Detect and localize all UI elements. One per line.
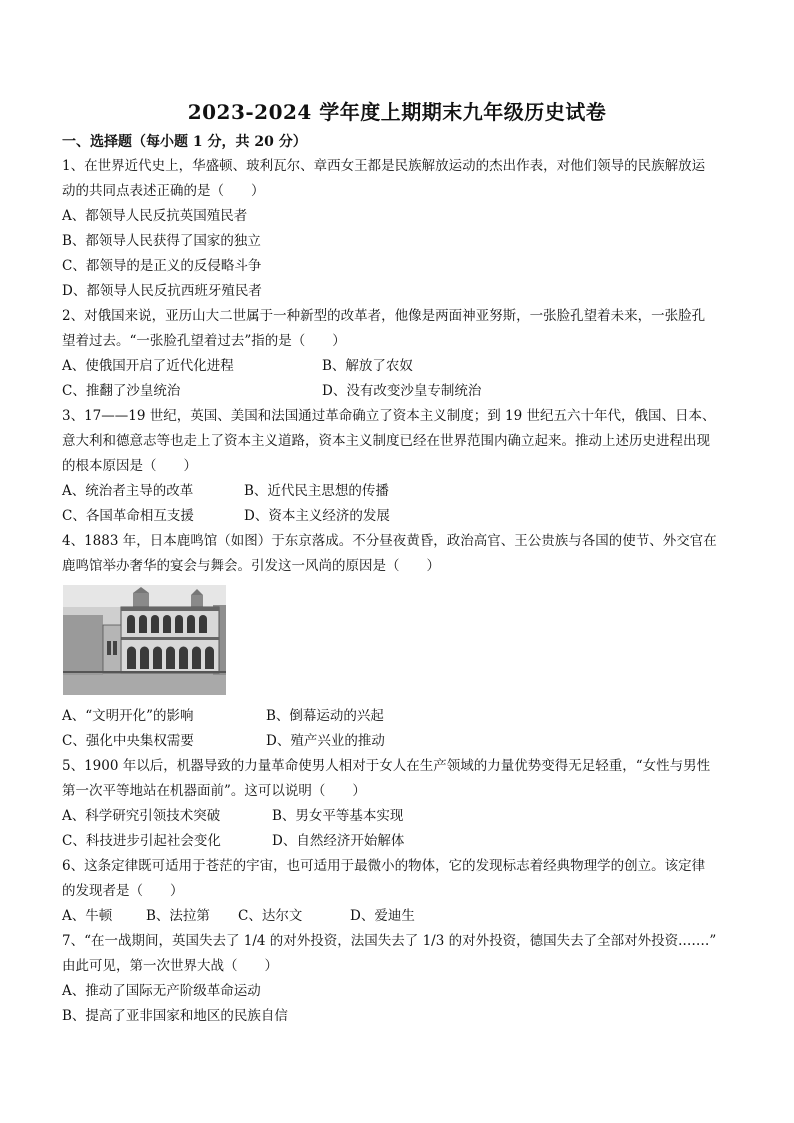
- question-6-option-c: C、达尔文: [238, 908, 303, 924]
- question-3-text: 3、17——19 世纪，英国、美国和法国通过革命确立了资本主义制度；到 19 世纪五六十年代，俄国、日本、: [62, 408, 716, 424]
- question-6-option-b: B、法拉第: [146, 908, 210, 924]
- question-5-option-b: B、男女平等基本实现: [272, 808, 404, 824]
- question-3-text: 的根本原因是（ ）: [62, 458, 197, 474]
- question-5-option-a: A、科学研究引领技术突破: [62, 808, 221, 824]
- question-5-text: 5、1900 年以后，机器导致的力量革命使男人相对于女人在生产领域的力量优势变得无足轻重，“女性与男性: [62, 758, 711, 774]
- question-4-option-c: C、强化中央集权需要: [62, 733, 194, 749]
- question-2-option-c: C、推翻了沙皇统治: [62, 383, 181, 399]
- question-5-text: 第一次平等地站在机器面前”。这可以说明（ ）: [62, 783, 366, 799]
- question-1-text: 1、在世界近代史上，华盛顿、玻利瓦尔、章西女王都是民族解放运动的杰出作表，对他们领导的民族解放运: [62, 158, 706, 174]
- question-3-text: 意大利和德意志等也走上了资本主义道路，资本主义制度已经在世界范围内确立起来。推动上述历史进程出现: [62, 433, 710, 449]
- question-2-text: 望着过去。“一张脸孔望着过去”指的是（ ）: [62, 333, 346, 349]
- question-7-option-b: B、提高了亚非国家和地区的民族自信: [62, 1008, 288, 1024]
- question-1-option-b: B、都领导人民获得了国家的独立: [62, 233, 261, 249]
- question-4-option-a: A、“文明开化”的影响: [62, 708, 194, 724]
- question-1-option-c: C、都领导的是正义的反侵略斗争: [62, 258, 262, 274]
- question-3-option-b: B、近代民主思想的传播: [244, 483, 389, 499]
- question-4-text: 4、1883 年，日本鹿鸣馆（如图）于东京落成。不分昼夜黄昏，政治高官、王公贵族与各国的使节、外交官在: [62, 533, 717, 549]
- question-3-option-c: C、各国革命相互支援: [62, 508, 194, 524]
- question-2-option-b: B、解放了农奴: [322, 358, 413, 374]
- question-3-option-d: D、资本主义经济的发展: [244, 508, 390, 524]
- question-7-text: 由此可见，第一次世界大战（ ）: [62, 958, 278, 974]
- question-1-text: 动的共同点表述正确的是（ ）: [62, 183, 265, 199]
- question-2-option-a: A、使俄国开启了近代化进程: [62, 358, 234, 374]
- question-6-option-d: D、爱迪生: [350, 908, 415, 924]
- question-7-option-a: A、推动了国际无产阶级革命运动: [62, 983, 261, 999]
- question-1-option-d: D、都领导人民反抗西班牙殖民者: [62, 283, 262, 299]
- question-5-option-d: D、自然经济开始解体: [272, 833, 405, 849]
- question-4-option-d: D、殖产兴业的推动: [266, 733, 385, 749]
- page-title: 2023-2024 学年度上期期末九年级历史试卷: [187, 100, 607, 124]
- question-7-text: 7、“在一战期间，英国失去了 1/4 的对外投资，法国失去了 1/3 的对外投资，德国失去了全部对外投资.……”: [62, 933, 717, 949]
- rokumeikan-building-photo: [63, 585, 226, 695]
- question-2-text: 2、对俄国来说，亚历山大二世属于一种新型的改革者，他像是两面神亚努斯，一张脸孔望着未来，一张脸孔: [62, 308, 706, 324]
- question-6-option-a: A、牛顿: [62, 908, 113, 924]
- question-1-option-a: A、都领导人民反抗英国殖民者: [62, 208, 248, 224]
- question-5-option-c: C、科技进步引起社会变化: [62, 833, 221, 849]
- question-6-text: 的发现者是（ ）: [62, 883, 184, 899]
- question-4-text: 鹿鸣馆举办奢华的宴会与舞会。引发这一风尚的原因是（ ）: [62, 558, 440, 574]
- section-heading: 一、选择题（每小题 1 分，共 20 分）: [62, 134, 307, 150]
- question-2-option-d: D、没有改变沙皇专制统治: [322, 383, 482, 399]
- question-6-text: 6、这条定律既可适用于苍茫的宇宙，也可适用于最微小的物体，它的发现标志着经典物理学的创立。该定律: [62, 858, 706, 874]
- question-4-option-b: B、倒幕运动的兴起: [266, 708, 384, 724]
- question-3-option-a: A、统治者主导的改革: [62, 483, 194, 499]
